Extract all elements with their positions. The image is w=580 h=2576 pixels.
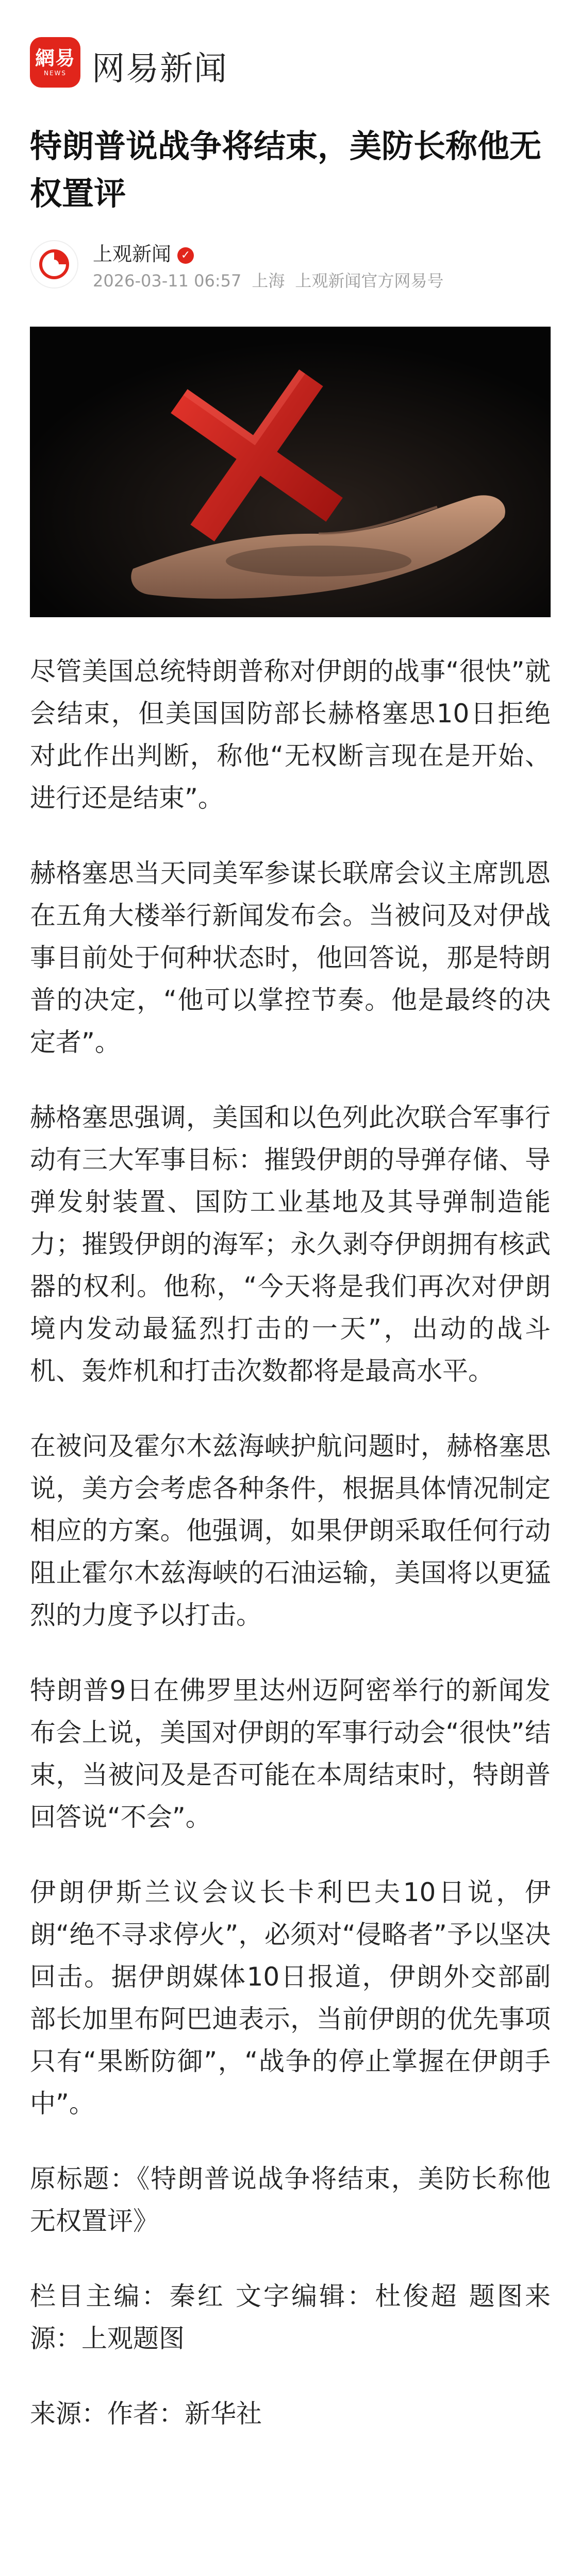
source-name-row[interactable]: [93, 238, 194, 266]
paragraph: 赫格塞思强调，美国和以色列此次联合军事行动有三大军事目标：摧毁伊朗的导弹存储、导弹发射装置、国防工业基地及其导弹制造能力；摧毁伊朗的海军；永久剥夺伊朗拥有核武器的权利。他称，“今天将是我们再次对伊朗境内发动最猛烈打击的一天”，出动的战斗机、轰炸机和打击次数都将是最高水平。: [30, 1103, 551, 1386]
editor-credits: 栏目主编：秦红 文字编辑：杜俊超 题图来源：上观题图: [30, 2281, 551, 2353]
paragraph: 伊朗伊斯兰议会议长卡利巴夫10日说，伊朗“绝不寻求停火”，必须对“侵略者”予以坚决回击。据伊朗媒体10日报道，伊朗外交部副部长加里布阿巴迪表示，当前伊朗的优先事项只有“果断防御”，“战争的停止掌握在伊朗手中”。: [30, 1877, 551, 2119]
netease-logo-icon[interactable]: [30, 37, 80, 88]
hand-red-x-image: [30, 327, 551, 617]
article-title: 特朗普说战争将结束，美防长称他无权置评: [30, 127, 542, 212]
publisher-account: 上观新闻官方网易号: [295, 271, 444, 291]
check-icon: ✓: [177, 247, 194, 264]
app-header: [0, 0, 580, 121]
paragraph: 尽管美国总统特朗普称对伊朗的战事“很快”就会结束，但美国国防部长赫格塞思10日拒绝对此作出判断，称他“无权断言现在是开始、进行还是结束”。: [30, 656, 551, 813]
source-logo-icon: [39, 249, 69, 279]
source-name: 上观新闻: [93, 243, 172, 265]
source-avatar[interactable]: [30, 240, 78, 289]
article-body: [30, 650, 551, 2468]
paragraph: 赫格塞思当天同美军参谋长联席会议主席凯恩在五角大楼举行新闻发布会。当被问及对伊战事目前处于何种状态时，他回答说，那是特朗普的决定，“他可以掌控节奏。他是最终的决定者”。: [30, 858, 551, 1057]
paragraph: 在被问及霍尔木兹海峡护航问题时，赫格塞思说，美方会考虑各种条件，根据具体情况制定相应的方案。他强调，如果伊朗采取任何行动阻止霍尔木兹海峡的石油运输，美国将以更猛烈的力度予以打击。: [30, 1431, 551, 1630]
article-source: 来源：作者：新华社: [30, 2399, 262, 2429]
hero-image[interactable]: [30, 327, 551, 617]
logo-text: 網易: [35, 47, 75, 70]
app-name[interactable]: 网易新闻: [92, 50, 228, 88]
original-title: 原标题：《特朗普说战争将结束，美防长称他无权置评》: [30, 2164, 551, 2236]
publish-location: 上海: [252, 271, 285, 291]
logo-subtext: NEWS: [43, 70, 67, 77]
publish-datetime: 2026-03-11 06:57: [93, 271, 242, 291]
article-meta: [93, 268, 454, 292]
paragraph: 特朗普9日在佛罗里达州迈阿密举行的新闻发布会上说，美国对伊朗的军事行动会“很快”结束，当被问及是否可能在本周结束时，特朗普回答说“不会”。: [30, 1675, 551, 1832]
